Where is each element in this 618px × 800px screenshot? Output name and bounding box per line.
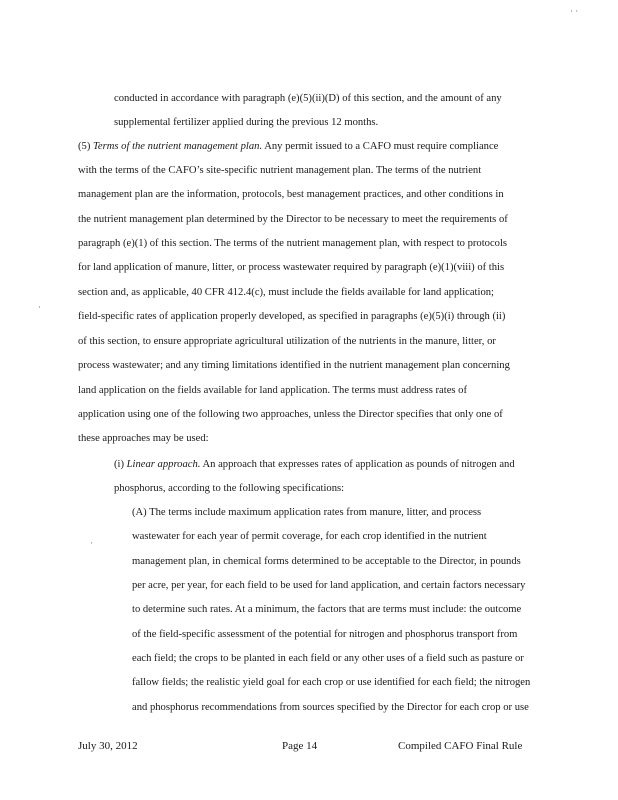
text-line: fallow fields; the realistic yield goal for each crop or use identified for each field; the nitrogen [132, 677, 531, 688]
text-line: these approaches may be used: [78, 433, 209, 444]
section-heading-line [78, 140, 498, 154]
subsection-number: (i) [114, 459, 127, 470]
margin-dot: · [38, 302, 41, 312]
text-line: conducted in accordance with paragraph (e)(5)(ii)(D) of this section, and the amount of any [114, 93, 502, 104]
text-line: section and, as applicable, 40 CFR 412.4(c), must include the fields available for land application; [78, 287, 494, 298]
text-line: of this section, to ensure appropriate agricultural utilization of the nutrients in the manure, litter, or [78, 336, 496, 347]
text-line: with the terms of the CAFO’s site-specific nutrient management plan. The terms of the nutrient [78, 165, 482, 176]
corner-mark: · · [570, 6, 579, 16]
text-line: field-specific rates of application properly developed, as specified in paragraphs (e)(5)(i) through (ii) [78, 311, 506, 322]
section-number: (5) [78, 141, 94, 152]
text-line: the nutrient management plan determined by the Director to be necessary to meet the requirements of [78, 214, 508, 225]
footer-title: Compiled CAFO Final Rule [398, 740, 523, 752]
section-text: Any permit issued to a CAFO must require compliance [262, 141, 499, 152]
text-line: each field; the crops to be planted in each field or any other uses of a field such as pasture or [132, 653, 524, 664]
text-line: to determine such rates. At a minimum, the factors that are terms must include: the outcome [132, 604, 522, 615]
text-line: supplemental fertilizer applied during the previous 12 months. [114, 117, 379, 128]
subsection-heading-line [114, 458, 515, 472]
text-line: land application on the fields available for land application. The terms must address rates of [78, 385, 468, 396]
margin-dot: · [90, 538, 93, 548]
text-line: management plan are the information, protocols, best management practices, and other conditions in [78, 189, 504, 200]
text-line: paragraph (e)(1) of this section. The terms of the nutrient management plan, with respect to protocols [78, 238, 508, 249]
text-line: for land application of manure, litter, or process wastewater required by paragraph (e)(1)(viii) of this [78, 262, 505, 273]
footer-date: July 30, 2012 [78, 740, 138, 752]
text-line: application using one of the following two approaches, unless the Director specifies that only one of [78, 409, 503, 420]
text-line: process wastewater; and any timing limitations identified in the nutrient management plan concerning [78, 360, 510, 371]
footer-page-number: Page 14 [282, 740, 318, 752]
text-line: (A) The terms include maximum application rates from manure, litter, and process [132, 507, 482, 518]
text-line: phosphorus, according to the following specifications: [114, 483, 345, 494]
text-line: and phosphorus recommendations from sources specified by the Director for each crop or use [132, 702, 529, 713]
subsection-text: An approach that expresses rates of application as pounds of nitrogen and [200, 459, 515, 470]
text-line: of the field-specific assessment of the potential for nitrogen and phosphorus transport from [132, 629, 518, 640]
text-line: per acre, per year, for each field to be used for land application, and certain factors necessary [132, 580, 526, 591]
section-title: Terms of the nutrient management plan. [93, 141, 263, 152]
text-line: management plan, in chemical forms determined to be acceptable to the Director, in pounds [132, 556, 521, 567]
subsection-title: Linear approach. [126, 459, 201, 470]
text-line: wastewater for each year of permit coverage, for each crop identified in the nutrient [132, 531, 487, 542]
